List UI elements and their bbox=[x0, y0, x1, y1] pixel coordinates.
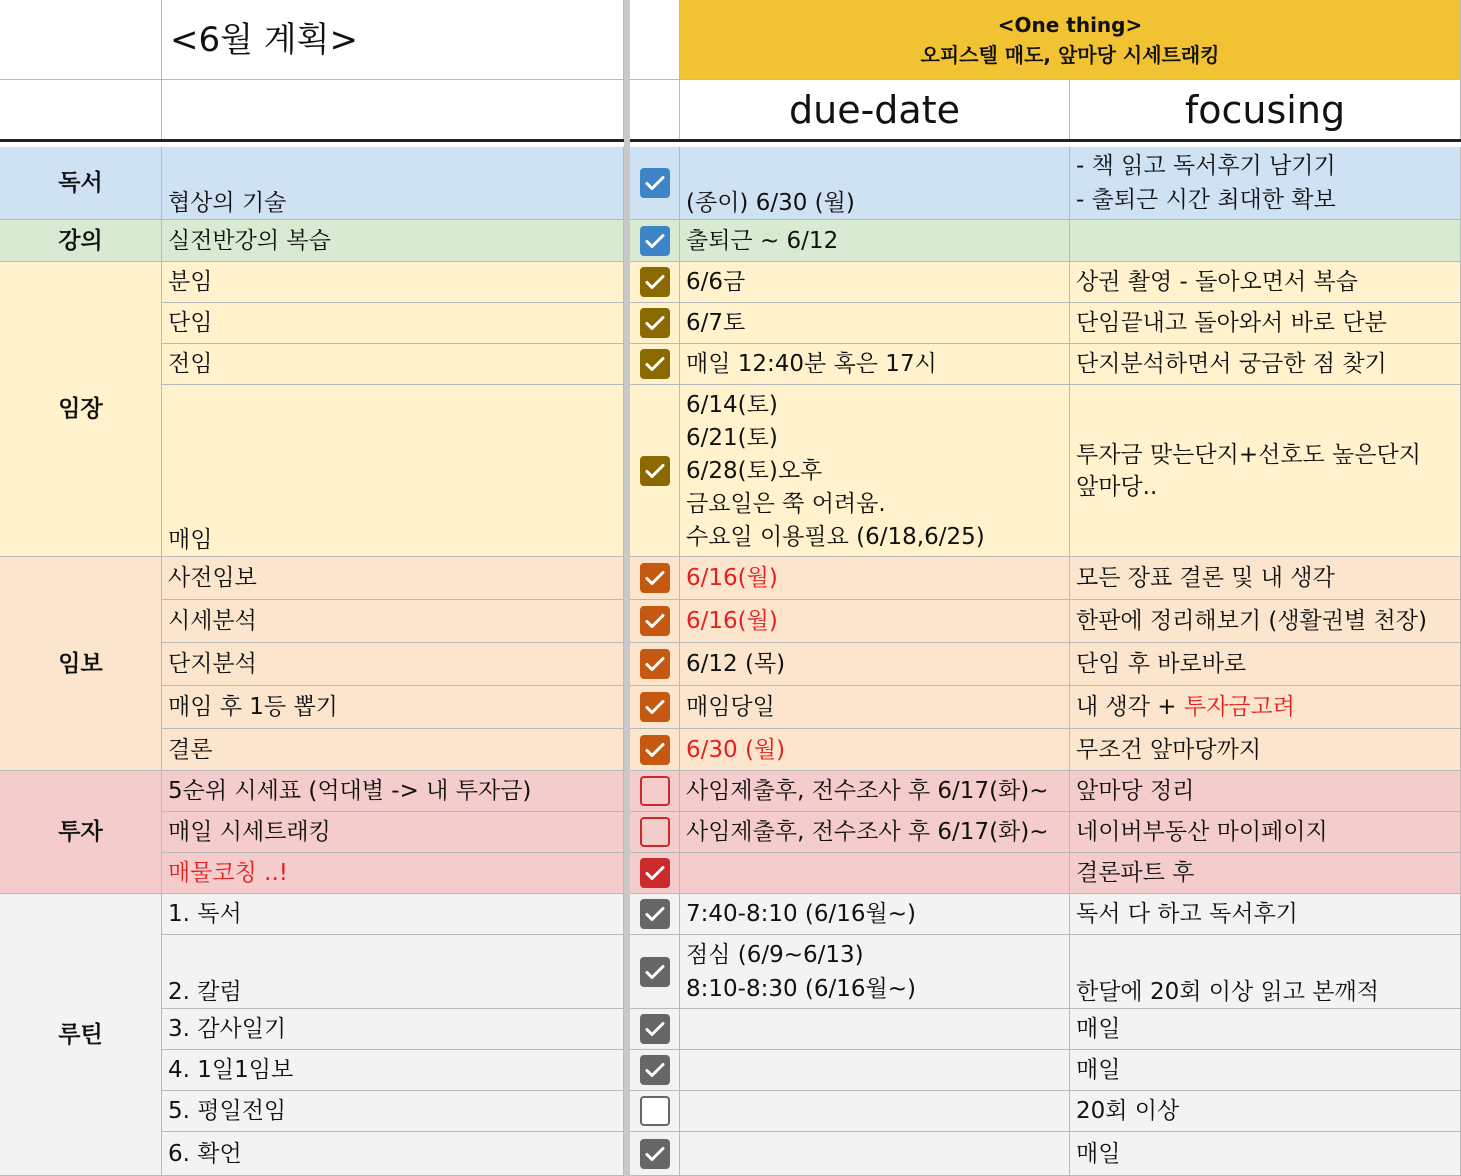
one-thing-banner[interactable] bbox=[680, 0, 1461, 80]
focus-cell[interactable]: 20회 이상 bbox=[1070, 1091, 1461, 1132]
check-icon bbox=[643, 1017, 667, 1041]
task-cell[interactable]: 2. 칼럼 bbox=[162, 935, 624, 1009]
due-cell[interactable] bbox=[680, 1132, 1070, 1176]
checkbox-checked[interactable] bbox=[640, 1055, 670, 1085]
task-cell[interactable]: 실전반강의 복습 bbox=[162, 220, 624, 262]
checkbox-cell[interactable] bbox=[630, 1132, 680, 1176]
checkbox-cell[interactable] bbox=[630, 600, 680, 643]
category-invest[interactable]: 투자 bbox=[0, 771, 162, 894]
due-cell[interactable]: 매임당일 bbox=[680, 686, 1070, 729]
check-icon bbox=[643, 270, 667, 294]
checkbox-cell[interactable] bbox=[630, 344, 680, 385]
checkbox-checked[interactable] bbox=[640, 456, 670, 486]
checkbox-cell[interactable] bbox=[630, 643, 680, 686]
task-cell[interactable]: 협상의 기술 bbox=[162, 147, 624, 220]
check-icon bbox=[643, 902, 667, 926]
focus-cell[interactable]: 단임 후 바로바로 bbox=[1070, 643, 1461, 686]
check-icon bbox=[643, 652, 667, 676]
category-routine[interactable]: 루틴 bbox=[0, 894, 162, 1176]
focus-cell[interactable]: - 책 읽고 독서후기 남기기 - 출퇴근 시간 최대한 확보 bbox=[1070, 147, 1461, 220]
column-header-due-date[interactable]: due-date bbox=[680, 80, 1070, 140]
header-empty-c[interactable] bbox=[0, 80, 162, 140]
check-icon bbox=[643, 566, 667, 590]
checkbox-checked[interactable] bbox=[640, 349, 670, 379]
header-empty-a[interactable] bbox=[0, 0, 162, 80]
due-cell[interactable]: (종이) 6/30 (월) bbox=[680, 147, 1070, 220]
task-cell[interactable]: 단임 bbox=[162, 303, 624, 344]
checkbox-cell[interactable] bbox=[630, 385, 680, 557]
category-imbo[interactable]: 임보 bbox=[0, 557, 162, 771]
check-icon bbox=[643, 695, 667, 719]
task-cell[interactable]: 3. 감사일기 bbox=[162, 1009, 624, 1050]
checkbox-cell[interactable] bbox=[630, 853, 680, 894]
one-thing-title: <One thing> bbox=[997, 12, 1143, 37]
focus-cell[interactable]: 앞마당 정리 bbox=[1070, 771, 1461, 812]
checkbox-cell[interactable] bbox=[630, 262, 680, 303]
checkbox-checked[interactable] bbox=[640, 606, 670, 636]
focus-cell[interactable]: 한달에 20회 이상 읽고 본깨적 bbox=[1070, 935, 1461, 1009]
due-cell[interactable] bbox=[680, 853, 1070, 894]
focus-cell[interactable] bbox=[1070, 686, 1461, 729]
checkbox-checked[interactable] bbox=[640, 735, 670, 765]
task-cell[interactable]: 시세분석 bbox=[162, 600, 624, 643]
checkbox-cell[interactable] bbox=[630, 1050, 680, 1091]
page-title[interactable]: <6월 계획> bbox=[162, 0, 624, 80]
due-cell[interactable]: 6/7토 bbox=[680, 303, 1070, 344]
check-icon bbox=[643, 459, 667, 483]
header-empty-d[interactable] bbox=[162, 80, 624, 140]
check-icon bbox=[643, 1058, 667, 1082]
checkbox-unchecked[interactable] bbox=[640, 776, 670, 806]
check-icon bbox=[643, 171, 667, 195]
checkbox-cell[interactable] bbox=[630, 894, 680, 935]
focus-highlight: 투자금고려 bbox=[1183, 694, 1295, 720]
task-cell[interactable]: 전임 bbox=[162, 344, 624, 385]
checkbox-checked[interactable] bbox=[640, 692, 670, 722]
checkbox-checked[interactable] bbox=[640, 858, 670, 888]
checkbox-cell[interactable] bbox=[630, 1091, 680, 1132]
task-cell[interactable]: 매물코칭 ..! bbox=[162, 853, 624, 894]
checkbox-checked[interactable] bbox=[640, 899, 670, 929]
task-cell[interactable]: 매임 후 1등 뽑기 bbox=[162, 686, 624, 729]
one-thing-text: 오피스텔 매도, 앞마당 시세트래킹 bbox=[920, 42, 1220, 67]
header-empty-b[interactable] bbox=[630, 0, 680, 80]
checkbox-unchecked[interactable] bbox=[640, 1096, 670, 1126]
due-cell[interactable]: 6/12 (목) bbox=[680, 643, 1070, 686]
focus-cell[interactable]: 네이버부동산 마이페이지 bbox=[1070, 812, 1461, 853]
checkbox-checked[interactable] bbox=[640, 267, 670, 297]
task-cell[interactable]: 매임 bbox=[162, 385, 624, 557]
due-cell[interactable]: 사임제출후, 전수조사 후 6/17(화)~ bbox=[680, 812, 1070, 853]
focus-cell[interactable]: 투자금 맞는단지+선호도 높은단지 앞마당.. bbox=[1070, 385, 1461, 557]
checkbox-cell[interactable] bbox=[630, 557, 680, 600]
task-cell[interactable]: 5. 평일전임 bbox=[162, 1091, 624, 1132]
task-cell[interactable]: 5순위 시세표 (억대별 -> 내 투자금) bbox=[162, 771, 624, 812]
focus-cell[interactable]: 단지분석하면서 궁금한 점 찾기 bbox=[1070, 344, 1461, 385]
focus-cell[interactable]: 한판에 정리해보기 (생활권별 천장) bbox=[1070, 600, 1461, 643]
focus-cell[interactable]: 무조건 앞마당까지 bbox=[1070, 729, 1461, 771]
checkbox-cell[interactable] bbox=[630, 729, 680, 771]
focus-cell[interactable]: 모든 장표 결론 및 내 생각 bbox=[1070, 557, 1461, 600]
task-cell[interactable]: 사전임보 bbox=[162, 557, 624, 600]
task-cell[interactable]: 4. 1일1임보 bbox=[162, 1050, 624, 1091]
task-cell[interactable]: 6. 확언 bbox=[162, 1132, 624, 1176]
checkbox-cell[interactable] bbox=[630, 771, 680, 812]
checkbox-cell[interactable] bbox=[630, 303, 680, 344]
checkbox-checked[interactable] bbox=[640, 957, 670, 987]
checkbox-checked[interactable] bbox=[640, 226, 670, 256]
due-cell[interactable]: 6/16(월) bbox=[680, 600, 1070, 643]
task-cell[interactable]: 결론 bbox=[162, 729, 624, 771]
task-cell[interactable]: 매일 시세트래킹 bbox=[162, 812, 624, 853]
checkbox-cell[interactable] bbox=[630, 147, 680, 220]
check-icon bbox=[643, 861, 667, 885]
due-cell[interactable]: 7:40-8:10 (6/16월~) bbox=[680, 894, 1070, 935]
focus-cell[interactable]: 매일 bbox=[1070, 1050, 1461, 1091]
checkbox-checked[interactable] bbox=[640, 168, 670, 198]
task-cell[interactable]: 단지분석 bbox=[162, 643, 624, 686]
due-cell[interactable]: 6/16(월) bbox=[680, 557, 1070, 600]
checkbox-checked[interactable] bbox=[640, 308, 670, 338]
focus-cell[interactable]: 매일 bbox=[1070, 1009, 1461, 1050]
check-icon bbox=[643, 229, 667, 253]
focus-cell[interactable]: 매일 bbox=[1070, 1132, 1461, 1176]
check-icon bbox=[643, 609, 667, 633]
header-empty-e[interactable] bbox=[630, 80, 680, 140]
focus-cell[interactable]: 상권 촬영 - 돌아오면서 복습 bbox=[1070, 262, 1461, 303]
task-cell[interactable]: 분임 bbox=[162, 262, 624, 303]
checkbox-checked[interactable] bbox=[640, 563, 670, 593]
check-icon bbox=[643, 960, 667, 984]
checkbox-cell[interactable] bbox=[630, 812, 680, 853]
due-cell[interactable]: 사임제출후, 전수조사 후 6/17(화)~ bbox=[680, 771, 1070, 812]
checkbox-cell[interactable] bbox=[630, 686, 680, 729]
checkbox-checked[interactable] bbox=[640, 649, 670, 679]
check-icon bbox=[643, 311, 667, 335]
due-cell[interactable] bbox=[680, 1091, 1070, 1132]
task-cell[interactable]: 1. 독서 bbox=[162, 894, 624, 935]
checkbox-unchecked[interactable] bbox=[640, 817, 670, 847]
due-cell[interactable]: 출퇴근 ~ 6/12 bbox=[680, 220, 1070, 262]
checkbox-cell[interactable] bbox=[630, 1009, 680, 1050]
focus-cell[interactable]: 독서 다 하고 독서후기 bbox=[1070, 894, 1461, 935]
frozen-column-divider bbox=[624, 0, 630, 1176]
check-icon bbox=[643, 738, 667, 762]
focus-cell[interactable]: 결론파트 후 bbox=[1070, 853, 1461, 894]
category-reading[interactable]: 독서 bbox=[0, 147, 162, 220]
due-cell[interactable]: 점심 (6/9~6/13) 8:10-8:30 (6/16월~) bbox=[680, 935, 1070, 1009]
check-icon bbox=[643, 1142, 667, 1166]
category-lecture[interactable]: 강의 bbox=[0, 220, 162, 262]
due-cell[interactable]: 6/6금 bbox=[680, 262, 1070, 303]
due-cell[interactable]: 6/30 (월) bbox=[680, 729, 1070, 771]
due-cell[interactable]: 매일 12:40분 혹은 17시 bbox=[680, 344, 1070, 385]
checkbox-cell[interactable] bbox=[630, 220, 680, 262]
category-imjang[interactable]: 임장 bbox=[0, 262, 162, 557]
column-header-focusing[interactable]: focusing bbox=[1070, 80, 1461, 140]
focus-cell[interactable] bbox=[1070, 220, 1461, 262]
checkbox-checked[interactable] bbox=[640, 1139, 670, 1169]
check-icon bbox=[643, 352, 667, 376]
checkbox-checked[interactable] bbox=[640, 1014, 670, 1044]
frozen-divider bbox=[0, 139, 1461, 142]
focus-cell[interactable]: 단임끝내고 돌아와서 바로 단분 bbox=[1070, 303, 1461, 344]
focus-text: 내 생각 + bbox=[1076, 694, 1184, 720]
checkbox-cell[interactable] bbox=[630, 935, 680, 1009]
due-cell[interactable]: 6/14(토) 6/21(토) 6/28(토)오후 금요일은 쭉 어려움. 수요일 이용필요 (6/18,6/25) bbox=[680, 385, 1070, 557]
due-cell[interactable] bbox=[680, 1009, 1070, 1050]
due-cell[interactable] bbox=[680, 1050, 1070, 1091]
